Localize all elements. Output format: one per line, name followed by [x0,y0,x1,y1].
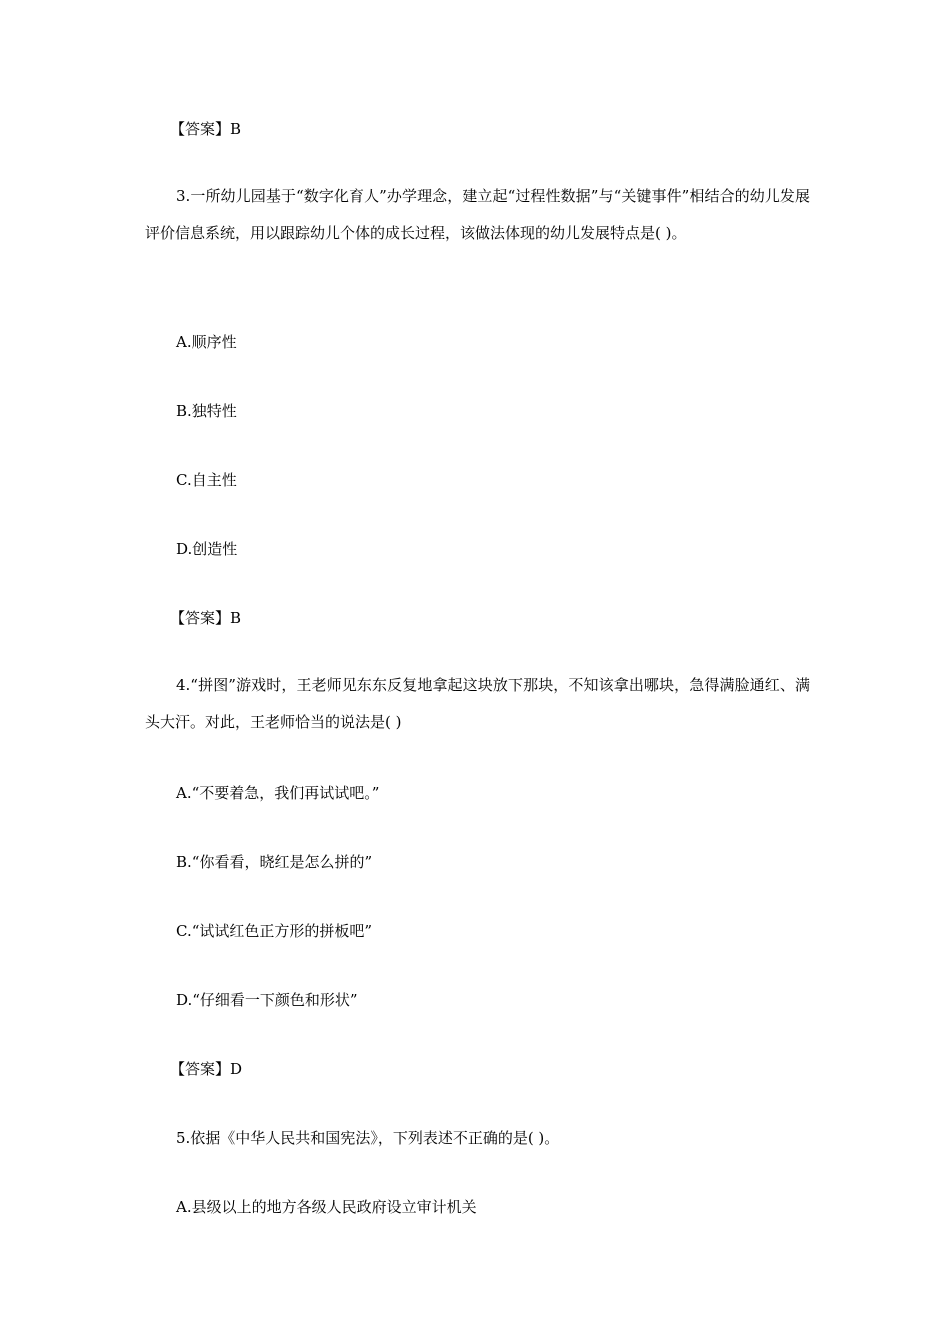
q4-option-b: B.“你看看，晓红是怎么拼的” [176,853,373,871]
q5-option-a: A.县级以上的地方各级人民政府设立审计机关 [176,1198,477,1216]
q4-option-c: C.“试试红色正方形的拼板吧” [176,922,373,940]
answer-q2: 【答案】B [170,120,242,138]
question-4-stem: 4.“拼图”游戏时，王老师见东东反复地拿起这块放下那块，不知该拿出哪块，急得满脸通红、满头大汗。对此，王老师恰当的说法是( ) [145,676,810,731]
q4-option-a: A.“不要着急，我们再试试吧。” [176,784,380,802]
q3-option-d: D.创造性 [176,540,238,558]
answer-q4: 【答案】D [170,1060,243,1078]
question-3-stem: 3.一所幼儿园基于“数字化育人”办学理念，建立起“过程性数据”与“关键事件”相结合的幼儿发展评价信息系统，用以跟踪幼儿个体的成长过程，该做法体现的幼儿发展特点是( )。 [145,187,810,242]
q4-option-d: D.“仔细看一下颜色和形状” [176,991,358,1009]
question-5-stem: 5.依据《中华人民共和国宪法》，下列表述不正确的是( )。 [176,1129,560,1147]
q3-option-a: A.顺序性 [176,333,237,351]
q3-option-c: C.自主性 [176,471,237,489]
answer-q3: 【答案】B [170,609,242,627]
q3-option-b: B.独特性 [176,402,237,420]
